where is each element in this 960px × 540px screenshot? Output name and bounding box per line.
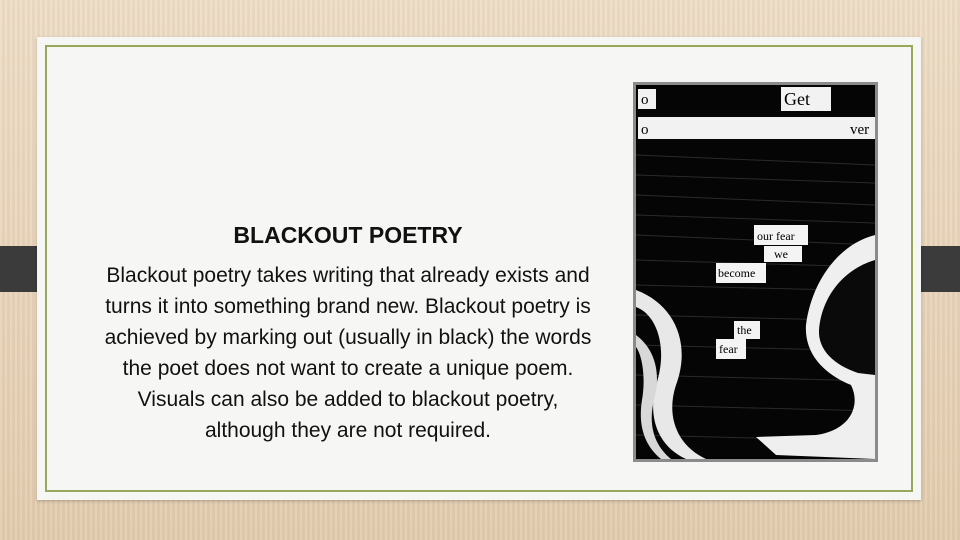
slide-body-text: Blackout poetry takes writing that already exists and turns it into something brand new. Blackout poetry is achieved by marking out (usually in black) the words the poet does not want to create a unique poem. Visuals can also be added to blackout poetry, although they are not required. — [104, 264, 592, 442]
poem-word-our-fear: our fear — [757, 229, 795, 243]
poem-word-o2: o — [641, 122, 649, 138]
poem-word-fear: fear — [719, 342, 738, 356]
poem-word-o1: o — [641, 92, 649, 108]
poem-word-we: we — [774, 247, 788, 261]
poem-word-ver: ver — [850, 122, 870, 138]
poem-word-get: Get — [784, 89, 810, 109]
slide-title: BLACKOUT POETRY — [233, 222, 463, 248]
poem-word-become: become — [718, 266, 756, 280]
blackout-poem-image — [633, 82, 878, 462]
blackout-poem-drawing — [636, 85, 875, 459]
poem-word-the: the — [737, 323, 752, 337]
